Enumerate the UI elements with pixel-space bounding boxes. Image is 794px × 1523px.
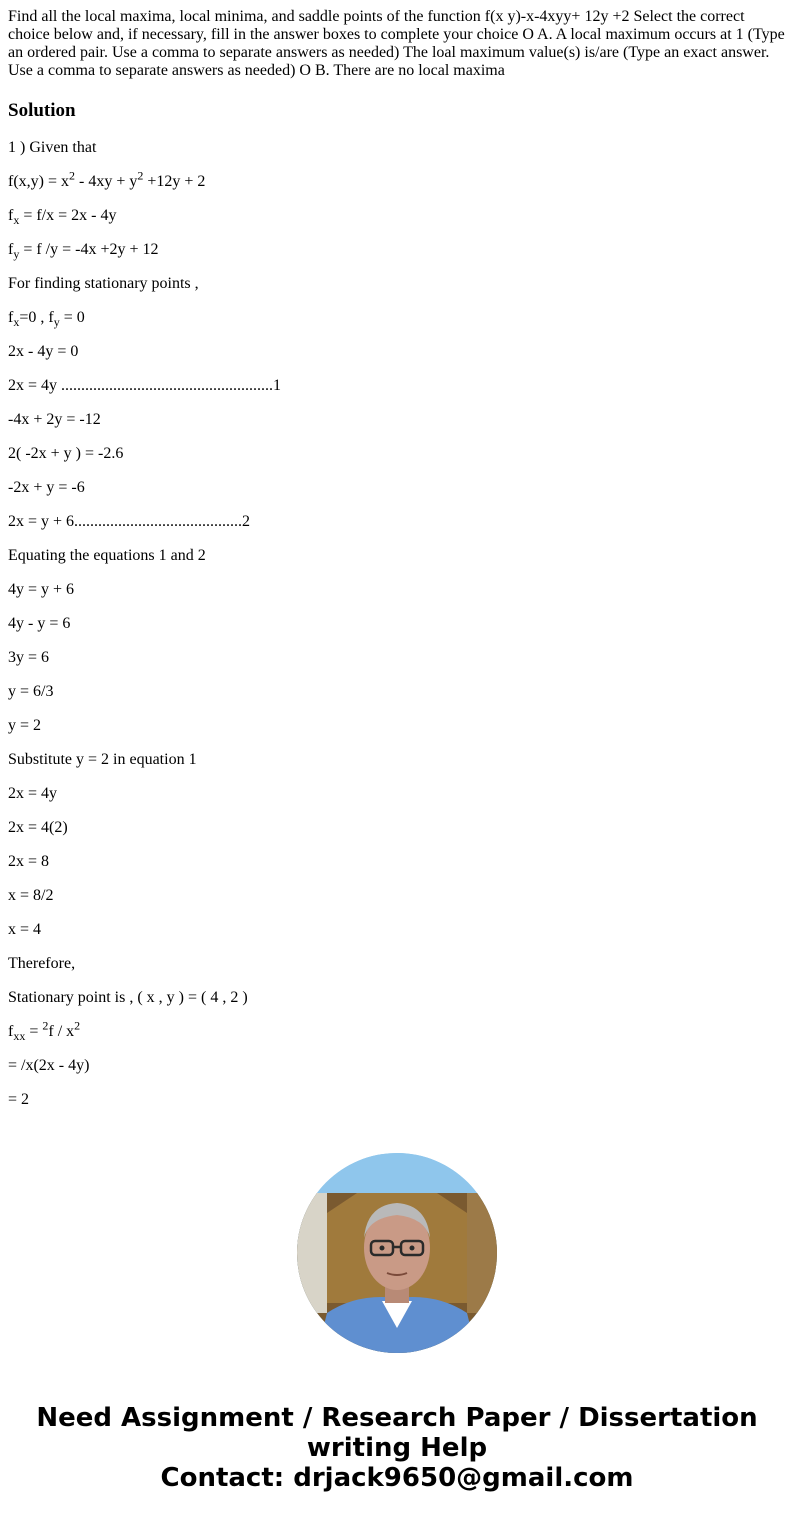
solution-heading: Solution: [8, 100, 76, 121]
solution-step: Equating the equations 1 and 2: [8, 547, 206, 564]
solution-step: $f_y = f$ /y = -4x +2y + 12: [8, 241, 159, 262]
solution-step: 4y - y = 6: [8, 615, 71, 632]
solution-step: x = 4: [8, 921, 42, 938]
footer-contact: Contact: drjack9650@gmail.com: [160, 1463, 634, 1493]
solution-step: Substitute y = 2 in equation 1: [8, 751, 197, 768]
question-text: Find all the local maxima, local minima, and saddle points of the function f(x y)-x-4xyy+ 12y +2 Select the correct choice below and, if necessary, fill in the answer boxes to complete your choice O A. A local maximum occurs at 1 (Type an ordered pair. Use a comma to separate answers as needed) The loal maximum value(s) is/are (Type an exact answer. Use a comma to separate answers as needed) O B. There are no local maxima: [8, 8, 785, 79]
solution-step: $f_x = f/x = 2x - 4y$: [8, 207, 117, 228]
solution-step: x = 8/2: [8, 887, 54, 904]
solution-step: 2x = y + 6..........................................2: [8, 513, 251, 530]
document-content: [8, 8, 786, 1124]
solution-step: 2( -2x + y ) = -2.6: [8, 445, 124, 462]
solution-step: 2x = 4(2): [8, 819, 68, 836]
footer-ad: [0, 1403, 794, 1493]
solution-steps: [8, 139, 786, 1109]
solution-step: 2x = 8: [8, 853, 50, 870]
solution-step: 2x = 4y .....................................................1: [8, 377, 282, 394]
solution-step: 3y = 6: [8, 649, 50, 666]
solution-step: = /x(2x - 4y): [8, 1057, 90, 1074]
solution-step: 2x - 4y = 0: [8, 343, 79, 360]
solution-step: $f_x=0$ , $f_y = 0$: [8, 309, 85, 330]
solution-step: 2x = 4y: [8, 785, 58, 802]
author-photo: [297, 1153, 497, 1353]
solution-step: 4y = y + 6: [8, 581, 75, 598]
solution-step: Stationary point is , ( x , y ) = ( 4 , 2 ): [8, 989, 248, 1006]
footer-line-1: Need Assignment / Research Paper / Dissertation: [36, 1403, 758, 1433]
solution-step: $f_{xx} = ^2f / x^2$: [8, 1018, 81, 1044]
solution-step: Therefore,: [8, 955, 76, 972]
author-portrait-illustration: [297, 1153, 497, 1353]
solution-step: y = 6/3: [8, 683, 54, 700]
solution-step: For finding stationary points ,: [8, 275, 199, 292]
solution-step: = 2: [8, 1091, 30, 1108]
footer-line-2: writing Help: [306, 1433, 488, 1463]
solution-step: -2x + y = -6: [8, 479, 85, 496]
solution-step: y = 2: [8, 717, 42, 734]
solution-step: 1 ) Given that: [8, 139, 97, 156]
solution-step: $f(x,y) = x^2 - 4xy + y^2 +12y + 2$: [8, 168, 206, 190]
solution-step: -4x + 2y = -12: [8, 411, 101, 428]
